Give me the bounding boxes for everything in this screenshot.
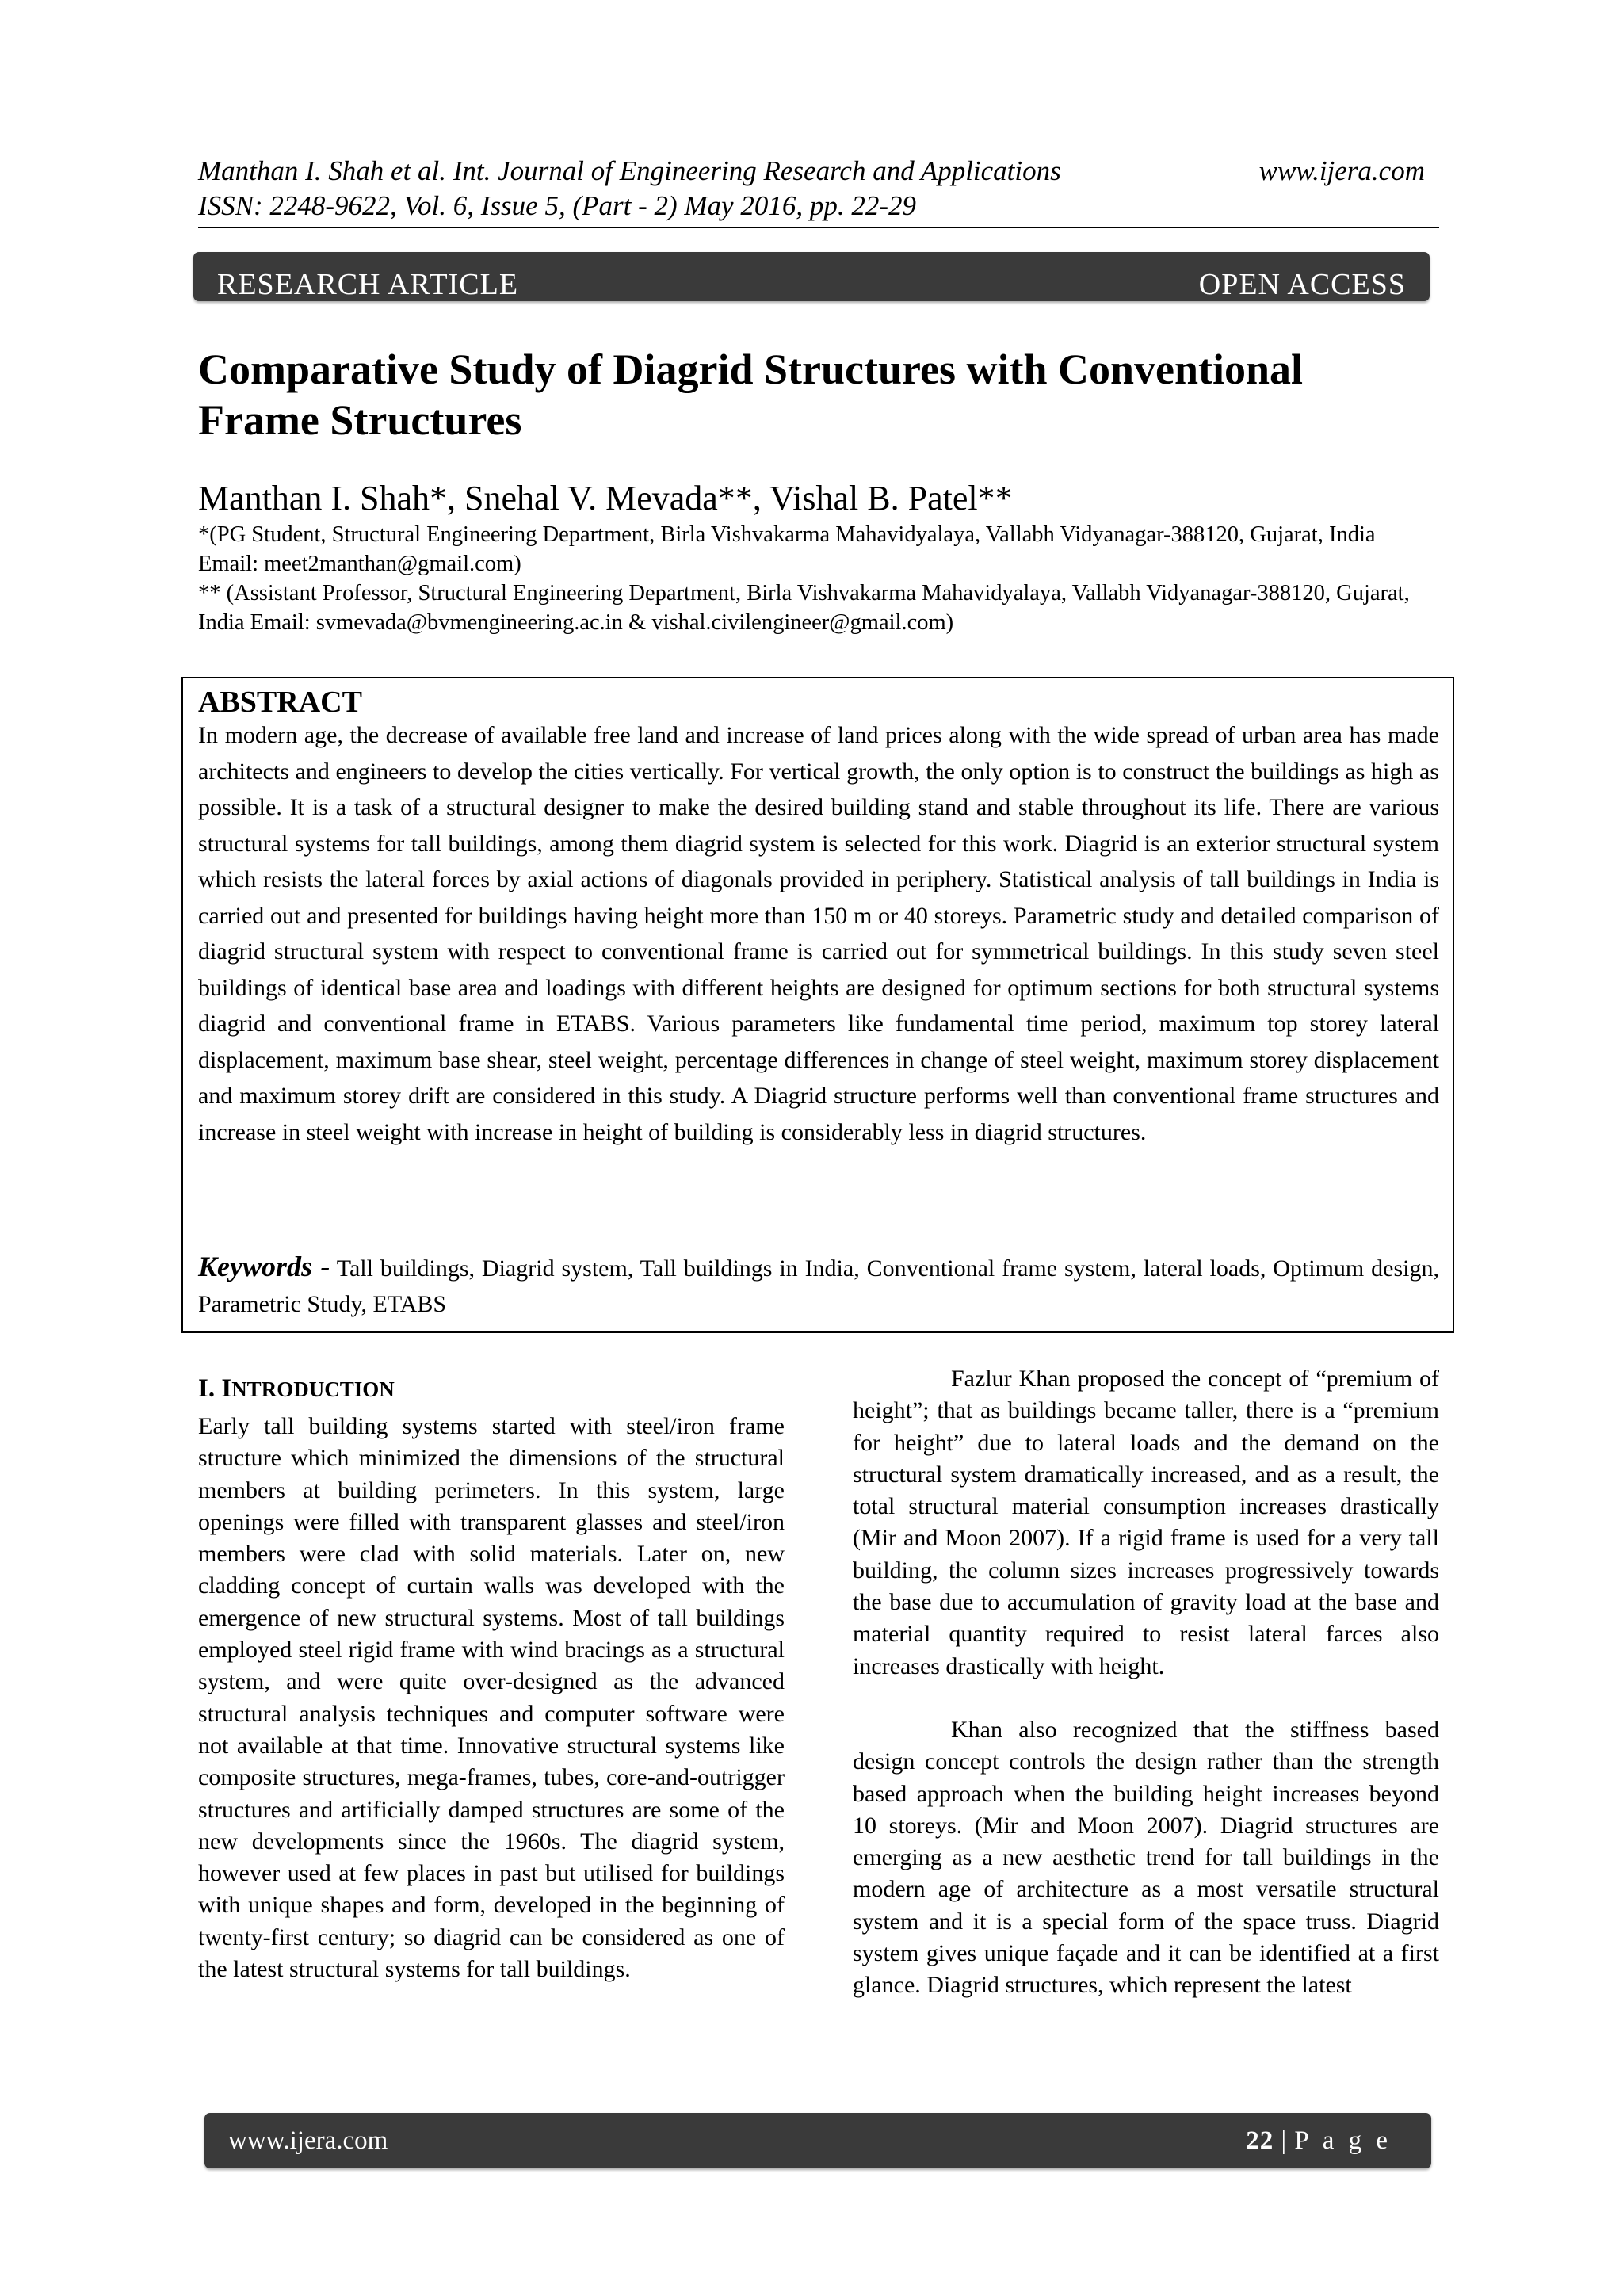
open-access-label: OPEN ACCESS: [1198, 268, 1406, 301]
footer-bar: [204, 2113, 1431, 2168]
affiliations: [198, 520, 1439, 637]
paper-title: Comparative Study of Diagrid Structures with Conventional Frame Structures: [198, 346, 1304, 444]
footer-page: [1246, 2126, 1392, 2156]
section-initial: I: [221, 1374, 232, 1403]
affiliation-1: *(PG Student, Structural Engineering Department, Birla Vishvakarma Mahavidyalaya, Vallabh Vidyanagar-388120, Gujarat, India Email: meet2manthan@gmail.com): [198, 522, 1376, 576]
running-header: [198, 154, 1061, 223]
keywords: [198, 1249, 1439, 1322]
intro-paragraph-1: Early tall building systems started with steel/iron frame structure which minimized the dimensions of the structural members at building perimeters. In this system, large openings were filled with transparent glasses and steel/iron members were clad with solid materials. Later on, new cladding concept of curtain walls was developed with the emergence of new structural systems. Most of tall buildings employed steel rigid frame with wind bracings as a structural system, and were quite over-designed as the advanced structural analysis techniques and computer software were not available at that time. Innovative structural systems like composite structures, mega-frames, tubes, core-and-outrigger structures and artificially damped structures are some of the new developments since the 1960s. The diagrid system, however used at few places in past but utilised for buildings with unique shapes and form, developed in the beginning of twenty-first century; so diagrid can be considered as one of the latest structural systems for tall buildings.: [198, 1413, 785, 1983]
right-column: [853, 1363, 1439, 2002]
footer-website[interactable]: www.ijera.com: [228, 2126, 388, 2155]
abstract-box: [181, 677, 1454, 1333]
research-article-label: RESEARCH ARTICLE: [217, 268, 519, 301]
affiliation-2: ** (Assistant Professor, Structural Engineering Department, Birla Vishvakarma Mahavidyalaya, Vallabh Vidyanagar-388120, Gujarat, India Email: svmevada@bvmengineering.ac.in & vishal.civilengineer@gmail.com): [198, 581, 1410, 635]
header-rule: [198, 227, 1439, 228]
section-heading-introduction: [198, 1373, 395, 1405]
keywords-label: Keywords -: [198, 1251, 330, 1282]
intro-paragraph-2: Fazlur Khan proposed the concept of “premium of height”; that as buildings became taller, there is a “premium for height” due to lateral loads and the demand on the structural system dramatically increased, and as a result, the total structural material consumption increases drastically (Mir and Moon 2007). If a rigid frame is used for a very tall building, the column sizes increases progressively towards the base due to accumulation of gravity load at the base and material quantity required to resist lateral farces also increases drastically with height.: [853, 1366, 1439, 1679]
abstract-text: In modern age, the decrease of available free land and increase of land prices along with the wide spread of urban area has made architects and engineers to develop the cities vertically. For vertical growth, the only option is to construct the buildings as high as possible. It is a task of a structural designer to make the desired building stand and stable throughout its life. There are various structural systems for tall buildings, among them diagrid system is selected for this work. Diagrid is an exterior structural system which resists the lateral forces by axial actions of diagonals provided in periphery. Statistical analysis of tall buildings in India is carried out and presented for buildings having height more than 150 m or 40 storeys. Parametric study and detailed comparison of diagrid structural system with respect to conventional frame is carried out for symmetrical buildings. In this study seven steel buildings of identical base area and loadings with different heights are designed for optimum sections for both structural systems diagrid and conventional frame in ETABS. Various parameters like fundamental time period, maximum top storey lateral displacement, maximum base shear, steel weight, percentage differences in change of steel weight, maximum storey displacement and maximum storey drift are considered in this study. A Diagrid structure performs well than conventional frame structures and increase in steel weight with increase in height of building is considerably less in diagrid structures.: [198, 722, 1439, 1145]
header-website[interactable]: www.ijera.com: [1258, 155, 1425, 186]
left-column: [198, 1411, 785, 1985]
author-list: Manthan I. Shah*, Snehal V. Mevada**, Vishal B. Patel**: [198, 479, 1013, 518]
intro-paragraph-3: Khan also recognized that the stiffness based design concept controls the design rather than the strength based approach when the building height increases beyond 10 storeys. (Mir and Moon 2007). Diagrid structures are emerging as a new aesthetic trend for tall buildings in the modern age of architecture as a most versatile structural system and it is a special form of the space truss. Diagrid system gives unique façade and it can be identified at a first glance. Diagrid structures, which represent the latest: [853, 1716, 1439, 1999]
page-separator: |: [1274, 2126, 1295, 2155]
section-title-rest: NTRODUCTION: [231, 1377, 395, 1401]
section-number: I.: [198, 1374, 216, 1403]
header-citation: Manthan I. Shah et al. Int. Journal of Engineering Research and Applications: [198, 155, 1061, 186]
page-word: P a g e: [1294, 2126, 1392, 2155]
abstract-heading: ABSTRACT: [198, 686, 362, 719]
header-issn: ISSN: 2248-9622, Vol. 6, Issue 5, (Part - 2) May 2016, pp. 22-29: [198, 190, 917, 221]
keywords-text: Tall buildings, Diagrid system, Tall buildings in India, Conventional frame system, lateral loads, Optimum design, Parametric Study, ETABS: [198, 1255, 1439, 1317]
article-type-bar: [193, 252, 1430, 301]
page-number: 22: [1246, 2126, 1274, 2155]
